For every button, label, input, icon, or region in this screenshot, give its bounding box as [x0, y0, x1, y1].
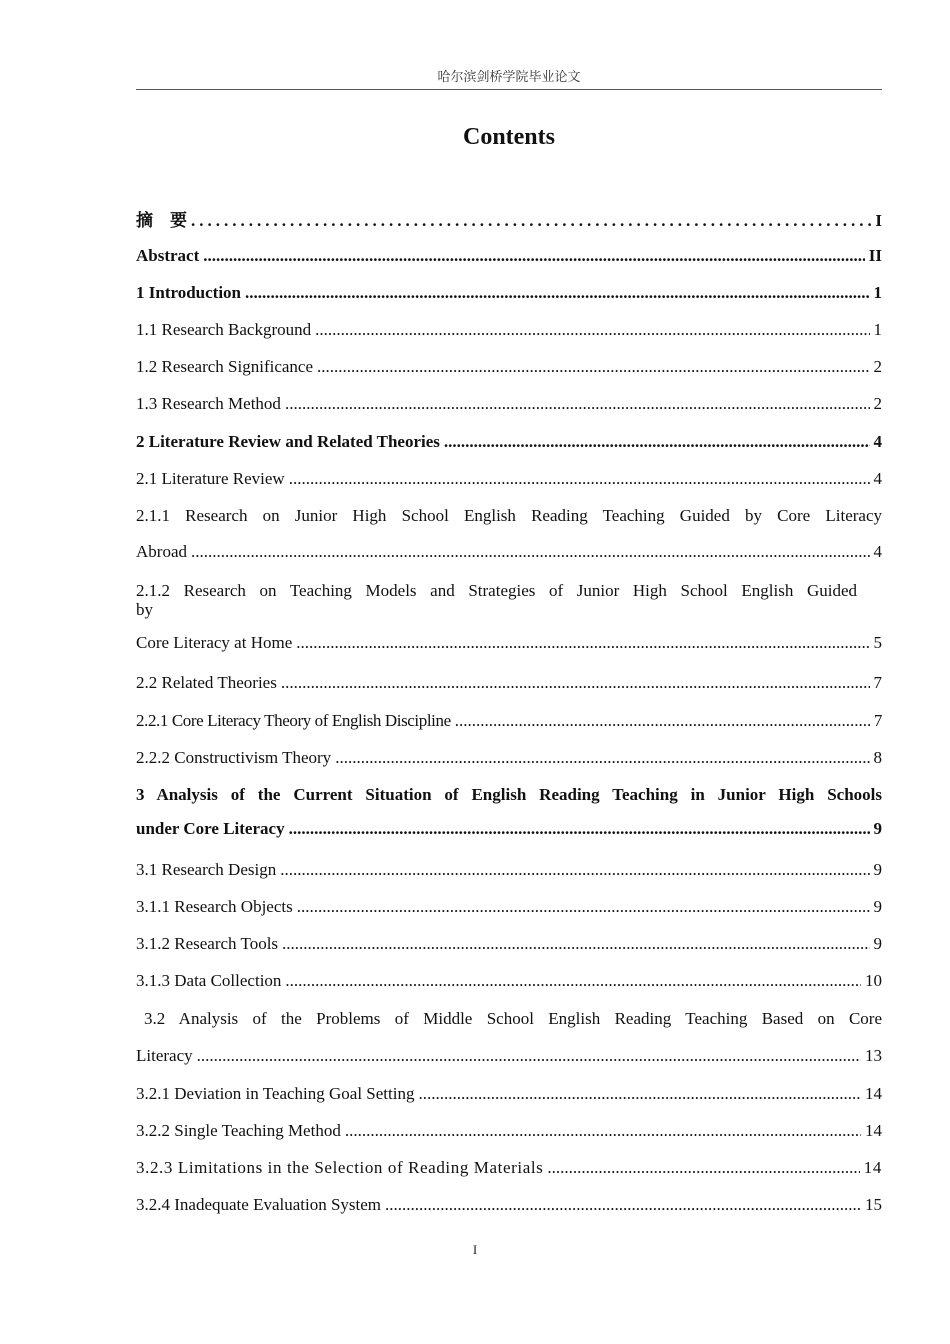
- toc-page: 8: [873, 748, 882, 767]
- page-header: 哈尔滨剑桥学院毕业论文: [136, 66, 882, 90]
- toc-page: 4: [873, 432, 882, 451]
- toc-label: 2.2 Related Theories: [136, 673, 277, 692]
- toc-entry-1-1[interactable]: [136, 320, 882, 340]
- toc-page: 1: [873, 283, 882, 302]
- toc-entry-2-1-2[interactable]: [136, 633, 882, 653]
- toc-page: 9: [873, 860, 882, 879]
- toc-entry-2-1-1-line1[interactable]: 2.1.1 Research on Junior High School English Reading Teaching Guided by Core Literacy: [136, 506, 882, 525]
- toc-entry-2-2-2[interactable]: [136, 748, 882, 768]
- toc-page: 1: [873, 320, 882, 339]
- toc-page: 15: [865, 1195, 882, 1214]
- toc-label: 1 Introduction: [136, 283, 242, 302]
- toc-label: Abroad: [136, 542, 187, 561]
- toc-entry-abstract-cn[interactable]: [136, 206, 882, 231]
- page-title: Contents: [462, 124, 555, 150]
- toc-entry-2-2-1[interactable]: [136, 711, 882, 731]
- toc-entry-abstract-en[interactable]: [136, 246, 882, 266]
- toc-page: 9: [873, 819, 882, 838]
- page-number: I: [472, 1242, 478, 1257]
- toc-entry-chapter-3-line1[interactable]: 3 Analysis of the Current Situation of English Reading Teaching in Junior High Schools: [136, 785, 882, 804]
- toc-entry-2-1-2-line1b: by: [136, 600, 153, 619]
- toc-page: 5: [873, 633, 882, 652]
- toc-page: I: [875, 211, 882, 230]
- toc-entry-introduction[interactable]: [136, 283, 882, 303]
- toc-entry-3-2-3[interactable]: [136, 1158, 882, 1178]
- toc-label: under Core Literacy: [136, 819, 285, 838]
- toc-label: 2 Literature Review and Related Theories: [136, 432, 440, 451]
- toc-label: Core Literacy at Home: [136, 633, 293, 652]
- toc-page: 7: [873, 673, 882, 692]
- toc-page: 9: [873, 934, 882, 953]
- toc-label: 3.2.4 Inadequate Evaluation System: [136, 1195, 382, 1214]
- toc-page: 14: [865, 1084, 882, 1103]
- toc-entry-2-1-1[interactable]: [136, 542, 882, 562]
- toc-label: 3.2.3 Limitations in the Selection of Reading Materials: [136, 1158, 544, 1177]
- toc-label: 1.1 Research Background: [136, 320, 312, 339]
- toc-entry-2-2[interactable]: [136, 673, 882, 693]
- toc-entry-3-1-3[interactable]: [136, 971, 882, 991]
- toc-page: 2: [873, 394, 882, 413]
- toc-entry-3-1-1[interactable]: [136, 897, 882, 917]
- toc-page: 4: [873, 542, 882, 561]
- toc-page: II: [868, 246, 882, 265]
- toc-entry-3-2-1[interactable]: [136, 1084, 882, 1104]
- toc-label: 摘 要: [136, 211, 187, 230]
- toc-label: 3.1.2 Research Tools: [136, 934, 279, 953]
- toc-entry-1-3[interactable]: [136, 394, 882, 414]
- toc-entry-3-2-line1[interactable]: 3.2 Analysis of the Problems of Middle School English Reading Teaching Based on Core: [144, 1009, 882, 1028]
- toc-entry-chapter-2[interactable]: [136, 432, 882, 452]
- toc-entry-2-1[interactable]: [136, 469, 882, 489]
- toc-entry-3-1[interactable]: [136, 860, 882, 880]
- toc-label: 3.1 Research Design: [136, 860, 277, 879]
- toc-entry-3-2-4[interactable]: [136, 1195, 882, 1215]
- toc-page: 10: [865, 971, 882, 990]
- toc-entry-3-1-2[interactable]: [136, 934, 882, 954]
- toc-label: 1.2 Research Significance: [136, 357, 314, 376]
- toc-label: 1.3 Research Method: [136, 394, 281, 413]
- toc-page: 14: [863, 1158, 882, 1177]
- toc-label: 3.1.1 Research Objects: [136, 897, 293, 916]
- toc-entry-3-2[interactable]: [136, 1046, 882, 1066]
- toc-entry-2-1-2-line1[interactable]: 2.1.2 Research on Teaching Models and Strategies of Junior High School English Guided: [136, 581, 857, 600]
- toc-page: 4: [873, 469, 882, 488]
- toc-entry-1-2[interactable]: [136, 357, 882, 377]
- toc-entry-chapter-3[interactable]: [136, 819, 882, 839]
- toc-entry-3-2-2[interactable]: [136, 1121, 882, 1141]
- toc-label: 3.2.1 Deviation in Teaching Goal Setting: [136, 1084, 415, 1103]
- toc-page: 13: [865, 1046, 882, 1065]
- toc-label: 2.2.1 Core Literacy Theory of English Discipline: [136, 711, 451, 730]
- toc-page: 2: [873, 357, 882, 376]
- toc-page: 7: [873, 711, 882, 730]
- toc-label: 3.2.2 Single Teaching Method: [136, 1121, 341, 1140]
- toc-label: 2.2.2 Constructivism Theory: [136, 748, 332, 767]
- toc-page: 9: [873, 897, 882, 916]
- toc-label: Abstract: [136, 246, 200, 265]
- toc-label: Literacy: [136, 1046, 193, 1065]
- toc-label: 2.1 Literature Review: [136, 469, 285, 488]
- toc-label: 3.1.3 Data Collection: [136, 971, 282, 990]
- toc-page: 14: [865, 1121, 882, 1140]
